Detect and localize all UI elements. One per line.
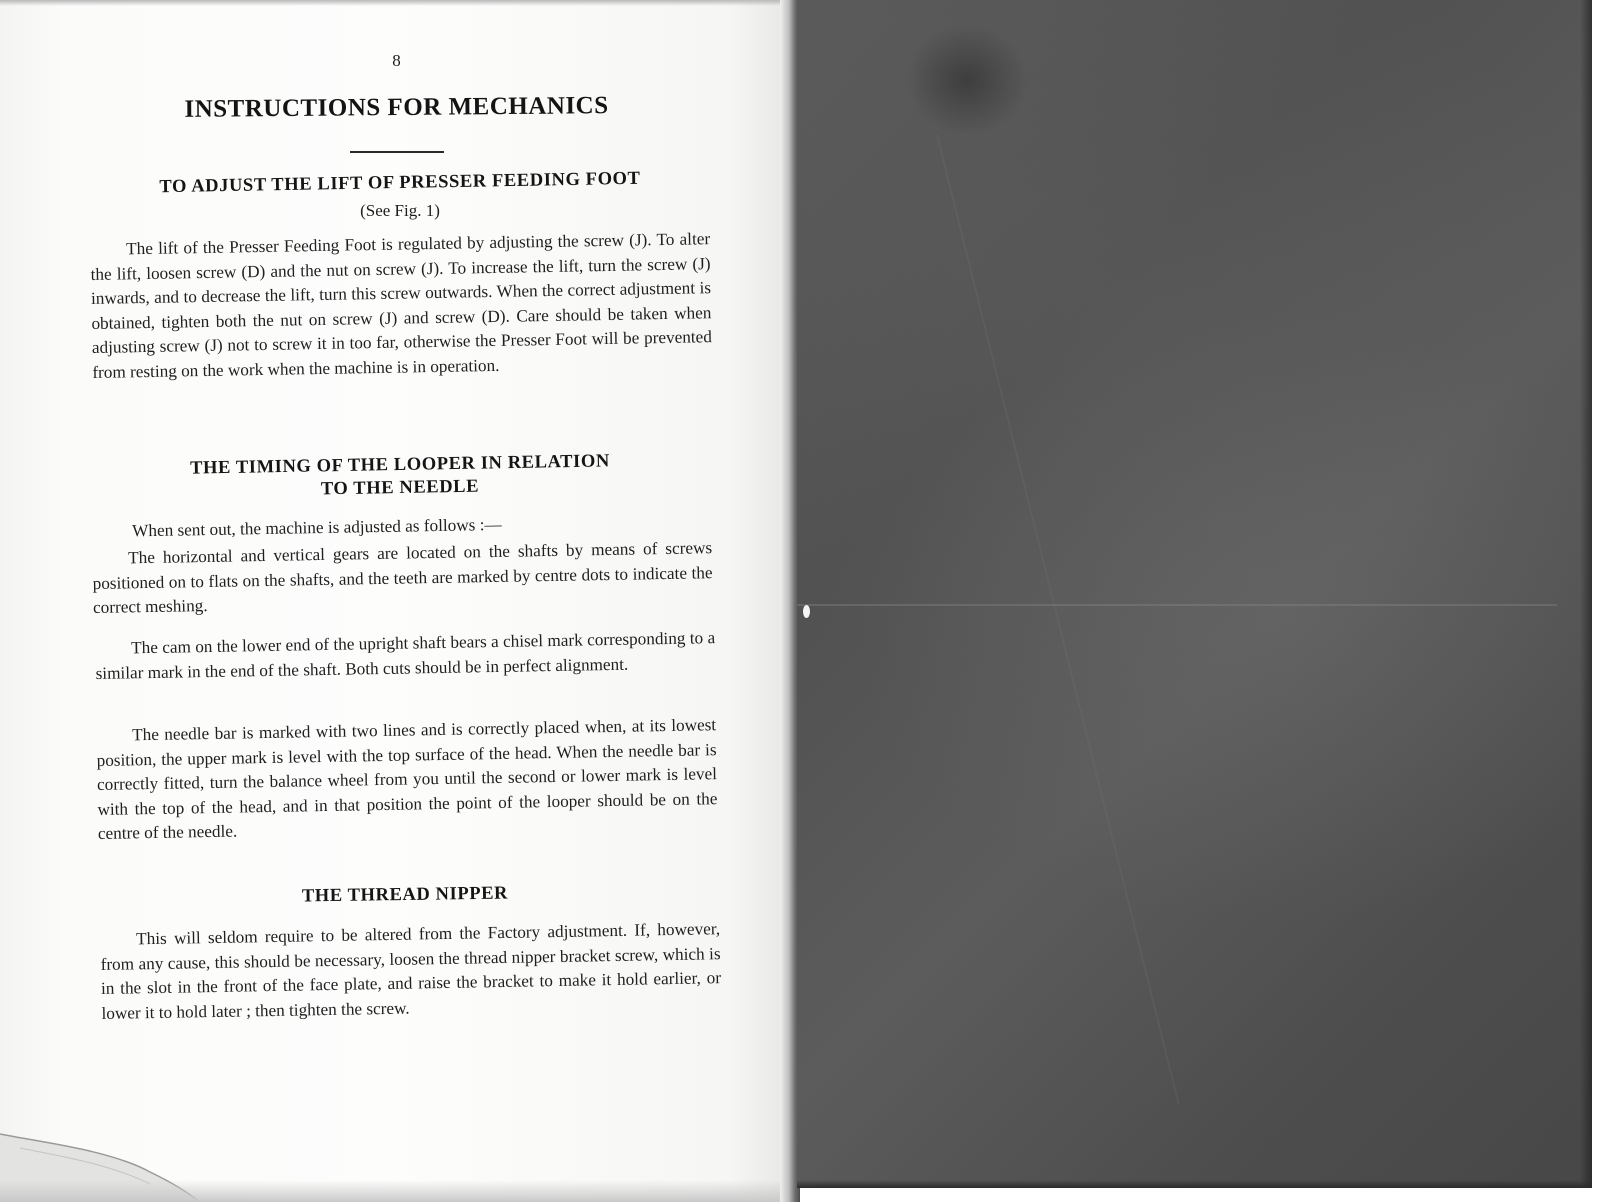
page-number: 8 <box>392 51 401 70</box>
section-heading-looper-line2: TO THE NEEDLE <box>320 476 480 500</box>
title-divider <box>350 151 444 153</box>
section-heading-looper-line1: THE TIMING OF THE LOOPER IN RELATION <box>189 451 611 479</box>
paragraph-needle-bar: The needle bar is marked with two lines and is correctly placed when, at its lowest position, the upper mark is level with the top surface of the head. When the needle bar is correctly fitted, turn the balance wheel from you until the second or lower mark is level with the top of the head, and in that position the point of the looper should be on the centre of the needle. <box>96 715 718 843</box>
right-page-cover <box>797 0 1600 1188</box>
diagonal-crease <box>936 135 1180 1106</box>
paragraph-thread-nipper: This will seldom require to be altered from the Factory adjustment. If, however, from any cause, this should be necessary, loosen the thread nipper bracket screw, which is in the slot in the front of the face plate, and raise the bracket to make it hold earlier, or lower it to hold later ; then tighten the screw. <box>100 919 722 1023</box>
paragraph-adjusted-as-follows: When sent out, the machine is adjusted as follows :— <box>132 514 502 541</box>
figure-reference: (See Fig. 1) <box>360 201 440 220</box>
fold-crease <box>797 604 1557 606</box>
binding-hole <box>803 605 810 618</box>
paragraph-presser-foot: The lift of the Presser Feeding Foot is regulated by adjusting the screw (J). To alter the lift, loosen screw (D) and the nut on screw (J). To increase the lift, turn the screw (J) inwards, and to decrease the lift, turn this screw outwards. When the correct adjustment is obtained, tighten both the nut on screw (J) and screw (D). Care should be taken when adjusting screw (J) not to screw it in too far, otherwise the Presser Foot will be prevented from resting on the work when the machine is in operation. <box>90 229 712 382</box>
page-curl-corner <box>0 1112 220 1202</box>
page-title: INSTRUCTIONS FOR MECHANICS <box>184 92 609 123</box>
left-page <box>0 0 793 1202</box>
section-heading-presser-foot: TO ADJUST THE LIFT OF PRESSER FEEDING FOOT <box>159 168 641 198</box>
paragraph-cam: The cam on the lower end of the upright shaft bears a chisel mark corresponding to a similar mark in the end of the shaft. Both cuts should be in perfect alignment. <box>95 628 716 683</box>
paragraph-gears: The horizontal and vertical gears are located on the shafts by means of screws positioned on to flats on the shafts, and the teeth are marked by centre dots to indicate the correct meshing. <box>92 538 713 617</box>
section-heading-thread-nipper: THE THREAD NIPPER <box>301 883 509 907</box>
page-bottom-edge <box>797 1180 1600 1188</box>
scan-margin <box>1592 0 1600 1202</box>
